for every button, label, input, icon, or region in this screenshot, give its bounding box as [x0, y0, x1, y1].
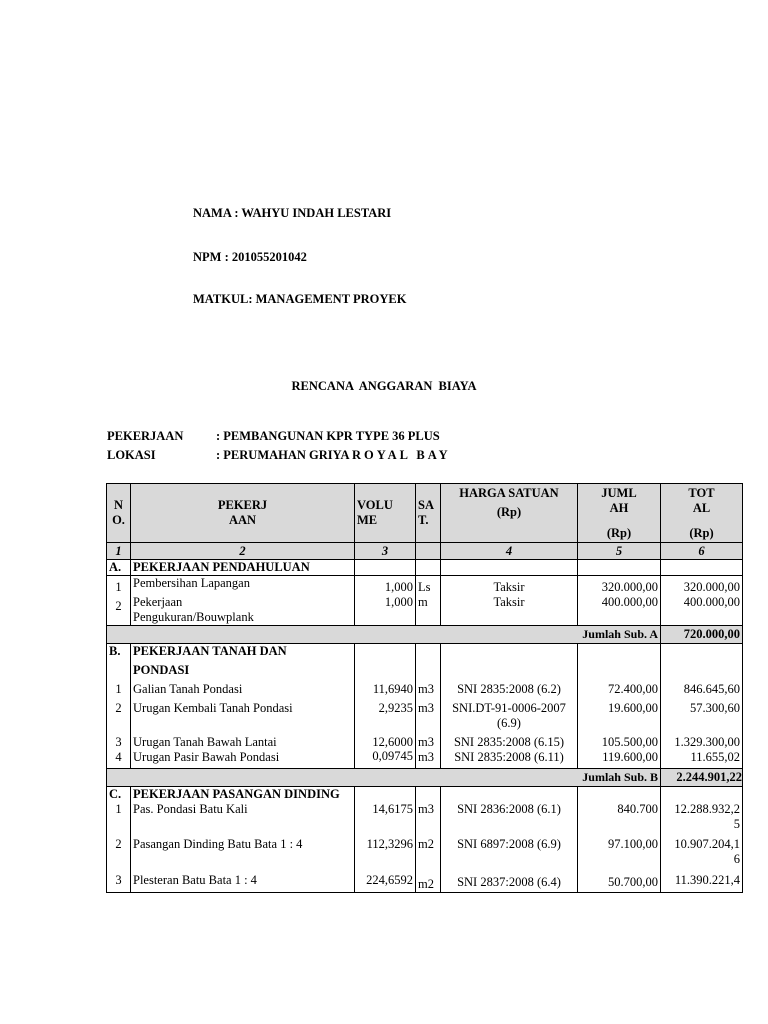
header-pekerjaan: PEKERJ AAN — [131, 484, 355, 543]
subtotal-a-row — [107, 626, 743, 644]
col-number: 4 — [441, 543, 578, 560]
row-total: 1.329.300,00 — [661, 735, 743, 750]
header-satuan: SA T. — [416, 484, 441, 543]
row-sat: m3 — [416, 802, 441, 837]
course-name: MATKUL: MANAGEMENT PROYEK — [193, 292, 407, 306]
section-a-row — [107, 560, 743, 576]
row-no: 1 — [107, 802, 131, 837]
col-number: 5 — [578, 543, 661, 560]
row-name: Pembersihan Lapangan — [131, 576, 355, 596]
row-name: Pas. Pondasi Batu Kali — [131, 802, 355, 837]
subtotal-value: 720.000,00 — [661, 626, 743, 644]
row-jumlah: 97.100,00 — [578, 837, 661, 873]
row-no: 2 — [107, 595, 131, 626]
row-sat: m3 — [416, 678, 441, 697]
budget-table — [106, 483, 743, 893]
row-jumlah: 320.000,00 — [578, 576, 661, 596]
header-harga-satuan: HARGA SATUAN (Rp) — [441, 484, 578, 543]
pekerjaan-value: : PEMBANGUNAN KPR TYPE 36 PLUS — [216, 429, 440, 443]
section-title: PEKERJAAN TANAH DAN PONDASI — [131, 644, 355, 679]
section-letter: C. — [107, 787, 131, 803]
table-row — [107, 802, 743, 837]
section-letter: B. — [107, 644, 131, 679]
document-title: RENCANA ANGGARAN BIAYA — [291, 379, 477, 393]
row-volume: 0,09745 — [355, 750, 416, 769]
row-sat: m3 — [416, 750, 441, 769]
row-volume: 224,6592 — [355, 873, 416, 893]
lokasi-label: LOKASI — [107, 448, 156, 462]
row-name: Plesteran Batu Bata 1 : 4 — [131, 873, 355, 893]
row-jumlah: 72.400,00 — [578, 678, 661, 697]
row-no: 3 — [107, 873, 131, 893]
row-no: 4 — [107, 750, 131, 769]
row-harga: Taksir — [441, 595, 578, 626]
row-volume: 2,9235 — [355, 697, 416, 735]
row-name: Urugan Tanah Bawah Lantai — [131, 735, 355, 750]
col-number: 1 — [107, 543, 131, 560]
row-sat: Ls — [416, 576, 441, 596]
subtotal-label: Jumlah Sub. A — [107, 626, 661, 644]
location-row — [107, 448, 451, 463]
row-volume: 1,000 — [355, 576, 416, 596]
lokasi-value-spaced: ROYAL BAY — [352, 448, 451, 462]
row-volume: 14,6175 — [355, 802, 416, 837]
table-row — [107, 576, 743, 596]
table-row — [107, 678, 743, 697]
row-sat: m2 — [416, 837, 441, 873]
col-number: 3 — [355, 543, 416, 560]
subtotal-b-row — [107, 769, 743, 787]
row-name: Urugan Kembali Tanah Pondasi — [131, 697, 355, 735]
pekerjaan-label: PEKERJAAN — [107, 429, 184, 443]
col-number — [416, 543, 441, 560]
table-row — [107, 697, 743, 735]
lokasi-value: : PERUMAHAN GRIYA — [216, 448, 349, 462]
row-jumlah: 105.500,00 — [578, 735, 661, 750]
row-sat: m3 — [416, 735, 441, 750]
section-title: PEKERJAAN PASANGAN DINDING — [131, 787, 355, 803]
section-letter: A. — [107, 560, 131, 576]
row-jumlah: 19.600,00 — [578, 697, 661, 735]
row-volume: 12,6000 — [355, 735, 416, 750]
col-number: 6 — [661, 543, 743, 560]
section-c-row — [107, 787, 743, 803]
row-jumlah: 119.600,00 — [578, 750, 661, 769]
header-total: TOT AL (Rp) — [661, 484, 743, 543]
row-no: 1 — [107, 678, 131, 697]
student-name: NAMA : WAHYU INDAH LESTARI — [193, 206, 392, 220]
row-no: 1 — [107, 576, 131, 596]
row-sat: m — [416, 595, 441, 626]
row-total: 11.390.221,4 — [661, 873, 743, 893]
row-harga: SNI.DT-91-0006-2007 (6.9) — [441, 697, 578, 735]
row-total: 11.655,02 — [661, 750, 743, 769]
column-number-row — [107, 543, 743, 560]
row-total: 12.288.932,2 5 — [661, 802, 743, 837]
table-header-row — [107, 484, 743, 543]
row-harga: SNI 6897:2008 (6.9) — [441, 837, 578, 873]
header-jumlah: JUML AH (Rp) — [578, 484, 661, 543]
row-no: 2 — [107, 837, 131, 873]
col-number: 2 — [131, 543, 355, 560]
section-b-row — [107, 644, 743, 679]
row-harga: SNI 2835:2008 (6.2) — [441, 678, 578, 697]
row-harga: SNI 2835:2008 (6.11) — [441, 750, 578, 769]
row-total: 10.907.204,1 6 — [661, 837, 743, 873]
row-sat: m3 — [416, 697, 441, 735]
row-no: 2 — [107, 697, 131, 735]
table-row — [107, 595, 743, 626]
table-row — [107, 837, 743, 873]
row-jumlah: 50.700,00 — [578, 873, 661, 893]
row-harga: SNI 2835:2008 (6.15) — [441, 735, 578, 750]
header-volume: VOLU ME — [355, 484, 416, 543]
student-npm: NPM : 201055201042 — [193, 250, 307, 264]
row-sat: m2 — [416, 873, 441, 893]
row-total: 400.000,00 — [661, 595, 743, 626]
row-total: 846.645,60 — [661, 678, 743, 697]
row-harga: SNI 2836:2008 (6.1) — [441, 802, 578, 837]
table-row — [107, 873, 743, 893]
row-jumlah: 840.700 — [578, 802, 661, 837]
subtotal-value: 2.244.901,22 — [661, 769, 743, 787]
row-volume: 1,000 — [355, 595, 416, 626]
row-volume: 11,6940 — [355, 678, 416, 697]
row-name: Galian Tanah Pondasi — [131, 678, 355, 697]
header-no: N O. — [107, 484, 131, 543]
section-title: PEKERJAAN PENDAHULUAN — [131, 560, 355, 576]
row-no: 3 — [107, 735, 131, 750]
subtotal-label: Jumlah Sub. B — [107, 769, 661, 787]
row-jumlah: 400.000,00 — [578, 595, 661, 626]
table-row — [107, 735, 743, 750]
row-name: Urugan Pasir Bawah Pondasi — [131, 750, 355, 769]
row-harga: SNI 2837:2008 (6.4) — [441, 873, 578, 893]
row-name: Pasangan Dinding Batu Bata 1 : 4 — [131, 837, 355, 873]
row-name: Pekerjaan Pengukuran/Bouwplank — [131, 595, 355, 626]
row-volume: 112,3296 — [355, 837, 416, 873]
row-total: 57.300,60 — [661, 697, 743, 735]
project-row — [107, 429, 440, 444]
row-total: 320.000,00 — [661, 576, 743, 596]
table-row — [107, 750, 743, 769]
row-harga: Taksir — [441, 576, 578, 596]
